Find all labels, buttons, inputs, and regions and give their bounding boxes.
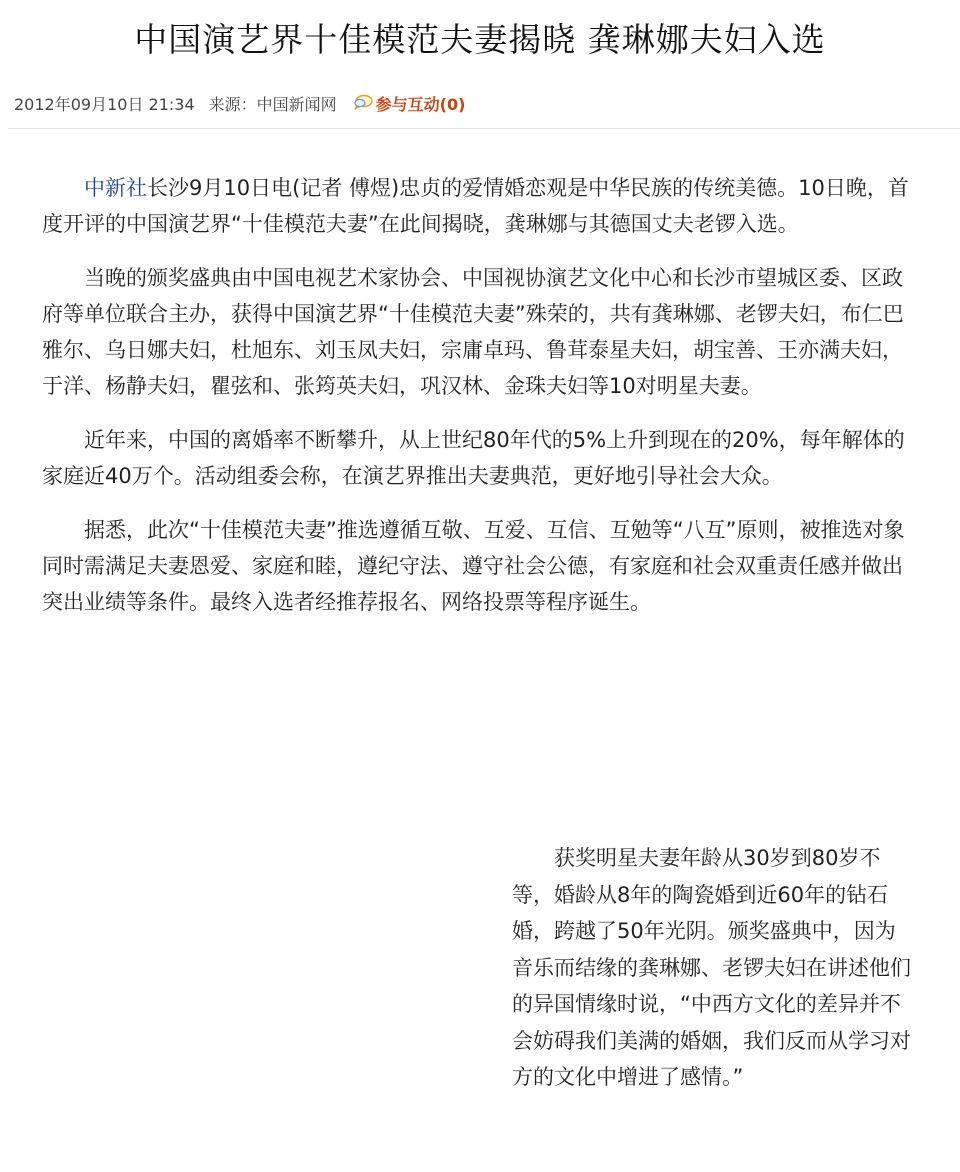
article-paragraph: 当晚的颁奖盛典由中国电视艺术家协会、中国视协演艺文化中心和长沙市望城区委、区政府等单位联合主办，获得中国演艺界“十佳模范夫妻”殊荣的，共有龚琳娜、老锣夫妇，布仁巴雅尔、乌日娜夫妇，杜旭东、刘玉凤夫妇，宗庸卓玛、鲁茸泰星夫妇，胡宝善、王亦满夫妇，于洋、杨静夫妇，瞿弦和、张筠英夫妇，巩汉林、金珠夫妇等10对明星夫妻。 (42, 266, 904, 398)
source-label: 来源： (208, 94, 257, 114)
publish-date: 2012年09月10日 21:34 (14, 94, 195, 114)
article-body (42, 170, 922, 638)
header-divider (8, 128, 960, 129)
article-meta (14, 91, 465, 115)
news-agency-name[interactable]: 中新社 (84, 176, 147, 200)
source-name: 中国新闻网 (256, 94, 337, 114)
article-headline: 中国演艺界十佳模范夫妻揭晓 龚琳娜夫妇入选 (134, 20, 826, 59)
article-paragraph-beside-image: 获奖明星夫妻年龄从30岁到80岁不等，婚龄从8年的陶瓷婚到近60年的钻石婚，跨越了50年光阴。颁奖盛典中，因为音乐而结缘的龚琳娜、老锣夫妇在讲述他们的异国情缘时说，“中西方文化的差异并不会妨碍我们美满的婚姻，我们反而从学习对方的文化中增进了感情。” (512, 846, 911, 1089)
comment-link-label[interactable]: 参与互动(0) (375, 94, 466, 114)
comment-link[interactable] (353, 92, 466, 115)
paragraph-text: 长沙9月10日电(记者 傅煜)忠贞的爱情婚恋观是中华民族的传统美德。10日晚，首度开评的中国演艺界“十佳模范夫妻”在此间揭晓，龚琳娜与其德国丈夫老锣入选。 (42, 176, 909, 236)
article-paragraph (42, 170, 922, 242)
article-paragraph: 近年来，中国的离婚率不断攀升，从上世纪80年代的5%上升到现在的20%，每年解体的家庭近40万个。活动组委会称，在演艺界推出夫妻典范，更好地引导社会大众。 (42, 428, 905, 488)
speech-bubble-icon (353, 94, 373, 112)
next-paragraph-fragment (512, 1156, 942, 1172)
article-paragraph: 据悉，此次“十佳模范夫妻”推选遵循互敬、互爱、互信、互勉等“八互”原则，被推选对象同时需满足夫妻恩爱、家庭和睦，遵纪守法、遵守社会公德，有家庭和社会双重责任感并做出突出业绩等条件。最终入选者经推荐报名、网络投票等程序诞生。 (42, 518, 905, 614)
